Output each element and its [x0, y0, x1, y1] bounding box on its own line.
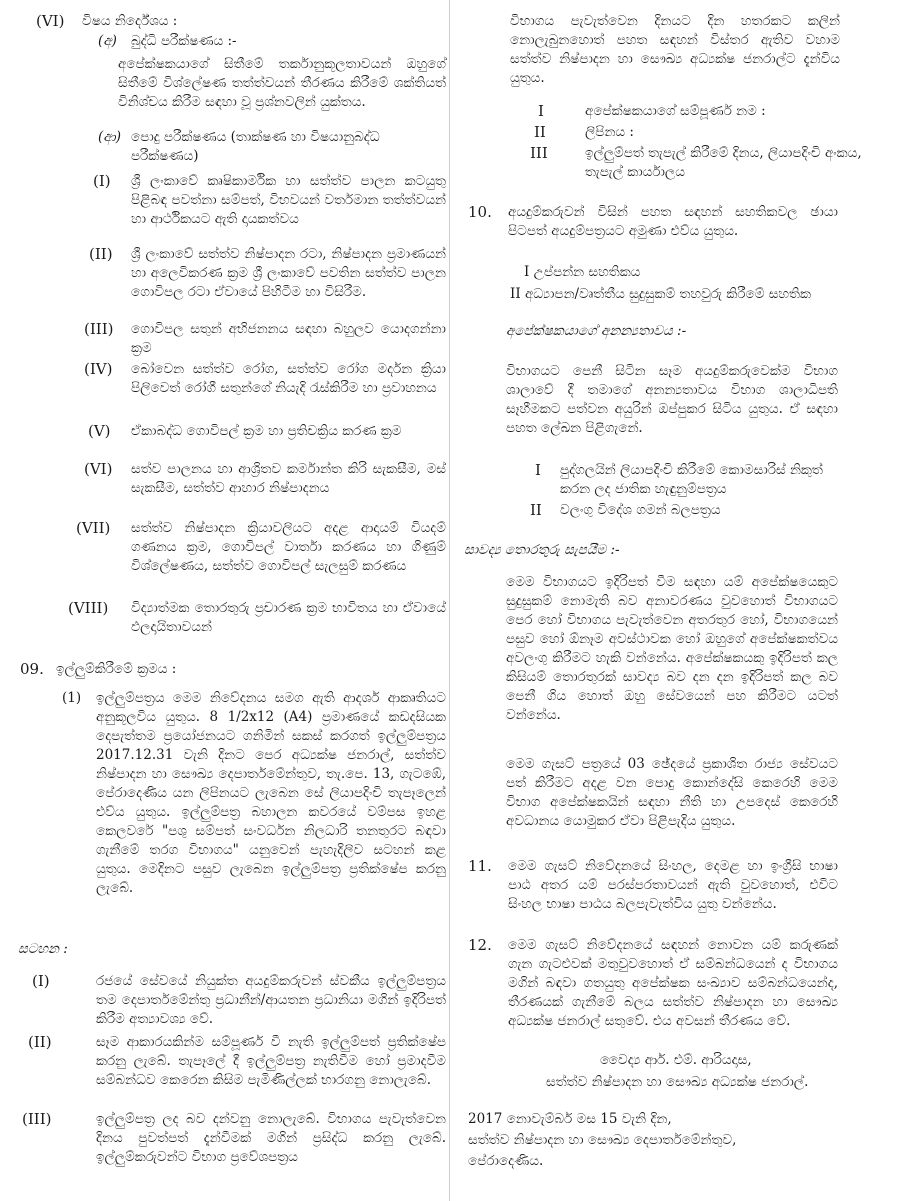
item-num: (II)	[89, 245, 113, 263]
detail-num: III	[530, 144, 548, 162]
id-doc-num: II	[530, 501, 542, 519]
item-text: ශ්‍රී ලංකාවේ සත්ත්ව නිෂ්පාදන රටා, නිෂ්පාදන ප්‍රමාණයන් හා අලෙවිකරණ ක්‍රම ශ්‍රී ලංකාවේ පවතින සත්ත්ව පාලන ගොවිපල රටා ඒවායේ පිහිටීම හා විසිරීම.	[131, 246, 446, 300]
section-09-body: ඉල්ලුම්පත්‍රය මෙම නිවේදනය සමග ඇති ආදර්ශ ආකෘතියට අනුකූලවිය යුතුය. 8 1/2x12 (A4) ප්‍රමාණයේ කඩදසියක දෙපැත්තම ප්‍රයෝජනයට ගනිමින් සකස් කරගත් ඉල්ලුම්පත්‍රය 2017.12.31 වැනි දිනට පෙර අධ්‍යක්ෂ ජනරාල්, සත්ත්ව නිෂ්පාදන හා සෞඛ්‍ය දෙපාර්තමේන්තුව, තැ.පෙ. 13, ගැටඹේ, පේරාදෙණිය යන ලිපිනයට ලැබෙන සේ ලියාපදිංචි තැපෑලෙන් එව්ය යුතුය. ඉල්ලුම්පත්‍ර බහාලන කවරයේ වම්පස ඉහළ කෙලවරේ "පශු සම්පත් සංවර්ධන නිලධාරි තනතුරට බඳවා ගැනීමේ තරග විභාගය" යනුවෙන් පැහැදිලිව සටහන් කළ යුතුය. මෙදිනට පසුව ලැබෙන ඉල්ලුම්පත්‍ර ප්‍රතික්ෂේප කරනු ලැබේ.	[96, 690, 446, 896]
detail-text: අපේක්ෂකයාගේ සම්පූර්ණ නම :	[585, 103, 766, 119]
section-09-number: 09.	[20, 660, 44, 678]
detail-text: ලිපිනය :	[585, 124, 634, 140]
note-num: (III)	[22, 1110, 52, 1128]
signatory-name: වෛද්‍ය ආර්. එම්. ආරියදාස,	[600, 1052, 752, 1068]
detail-num: I	[538, 102, 544, 120]
note-num: (I)	[32, 972, 50, 990]
sub-a-body: අපේක්ෂකයාගේ සිතීමේ තර්කානුකූලතාවයන් ඔහුගේ සිතීමේ විශ්ලේෂණ තත්ත්වයන් තීරණය කිරීමේ ශක්තියත් විනිශ්චය කිරීම සඳහා වූ ප්‍රශ්නවලින් යුක්තය.	[118, 56, 446, 110]
identity-text: විභාගයට පෙනී සිටින සෑම අයදුම්කරුවෙක්ම විභාග ශාලාවේ දී තමාගේ අනන්‍යතාවය විභාග ශාලාධිපති සෑහීමකට පත්වන අයුරින් ඔප්පුකර සිටිය යුතුය. ඒ සඳහා පහත ලේඛන පිළිගැනේ.	[506, 363, 838, 436]
item-num: (VI)	[84, 460, 113, 478]
section-12-text: මෙම ගැසට් නිවේදනයේ සඳහන් නොවන යම් කරුණක් ගැන ගැටළුවක් මතුවුවහොත් ඒ සම්බන්ධයෙන් ද විභාගය මගින් බඳවා ගතයුතු අපේක්ෂක සංඛ්‍යාව සම්බන්ධයෙන්ද, තීරණයක් ගැනීමේ බලය සත්ත්ව නිෂ්පාදන හා සෞඛ්‍ය අධ්‍යක්ෂ ජනරාල් සතුවේ. එය අවසන් තීරණය වේ.	[508, 937, 838, 1029]
section-09-sub-number: (1)	[62, 690, 82, 706]
false-info-text: මෙම විභාගයට ඉදිරිපත් වීම සඳහා යම් අපේක්ෂයෙකුට සුදුසුකම් නොමැති බව අනාවරණය වුවහොත් විභාගයට පෙර හෝ විභාගය පැවැත්වෙන අතරතුර හෝ, විභාගයෙන් පසුව හෝ ඕනෑම අවස්ථාවක හෝ ඔහුගේ අපේක්ෂකත්වය අවලංගු කිරීමට හැකි වන්නේය. අපේක්ෂකයකු ඉදිරිපත් කල කිසියම් තොරතුරක් සාවද්‍ය බව දන දන ඉදිරිපත් කල බව පෙනී ගිය හොත් ඔහු සේවයෙන් පහ කිරීමට යටත් වන්නේය.	[506, 574, 838, 723]
note-title: සටහන :	[18, 941, 68, 957]
item-text: බෝවෙන සත්ත්ව රෝග, සත්ත්ව රෝග මර්දන ක්‍රියා පිලිවෙත් රෝගී සතුන්ගේ නියැදි රැස්කිරීම හා ප්‍රවාහනය	[131, 361, 446, 396]
signatory-title: සත්ත්ව නිෂ්පාදන හා සෞඛ්‍ය අධ්‍යක්ෂ ජනරාල්.	[546, 1074, 809, 1090]
section-12-number: 12.	[468, 936, 492, 954]
note-text: ඉල්ලුම්පත්‍ර ලද බව දන්වනු නොලැබේ. විභාගය පැවැත්වෙන දිනය පුවත්පත් දැන්වීමක් මගින් ප්‍රසිද්ධ කරනු ලැබේ. ඉල්ලුම්කරුවන්ට විභාග ප්‍රවේශපත්‍රය	[96, 1111, 446, 1165]
item-num: (VII)	[76, 519, 111, 537]
department-line: සත්ත්ව නිෂ්පාදන හා සෞඛ්‍ය දෙපාර්තමේන්තුව,	[468, 1132, 737, 1148]
item-text: ඒකාබද්ධ ගොවිපල් ක්‍රම හා ප්‍රතිචක්‍රිය කරණ ක්‍රම	[131, 423, 402, 439]
location-line: පේරාදෙණිය.	[468, 1153, 544, 1169]
id-doc-text: පුද්ගලයින් ලියාපදිංචි කිරීමේ කොමසාරිස් නිකුත් කරන ලද ජාතික හැඳුනුම්පත්‍රය	[560, 462, 823, 497]
sub-aa-title: පොදු පරීක්ෂණය (තාක්ෂණ හා විෂයානුබද්ධ පරීක්ෂණය)	[131, 129, 380, 164]
section-vi-marker: (VI)	[36, 12, 65, 30]
item-num: (III)	[84, 320, 114, 338]
section-11-text: මෙම ගැසට් නිවේදනයේ සිංහල, දෙමළ හා ඉංග්‍රීසි භාෂා පාඨ අතර යම් පරස්පරතාවයන් ඇති වුවහොත්, එවිට සිංහල භාෂා පාඨය බලපැවැත්විය යුතු වන්නේය.	[508, 858, 838, 912]
id-doc-text: වලංගු විදේශ ගමන් බලපත්‍රය	[560, 502, 721, 518]
item-text: විද්‍යාත්මක තොරතුරු ප්‍රචාරණ ක්‍රම භාවිතය හා ඒවායේ ඵලදායිතාවයන්	[131, 600, 446, 635]
section-10-text: අයදුම්කරුවන් විසින් පහත සඳහන් සහතිකවල ඡායා පිටපත් අයදුම්පත්‍රයට අමුණා එව්ය යුතුය.	[508, 204, 838, 239]
right-column	[450, 0, 900, 1201]
item-num: (V)	[88, 422, 111, 440]
false-info-title: සාවද්‍ය තොරතුරු සැපයීම :-	[464, 542, 620, 558]
section-vi-title: විෂය නිර්දේශය :	[82, 13, 178, 29]
item-text: සත්ත්ව නිෂ්පාදන ක්‍රියාවලියට අදළ ආදායම් වියදම් ගණනය ක්‍රම, ගොවිපල් වාර්තා කරණය හා ගිණුම් විශ්ලේෂණය, සත්ත්ව ගොවිපල් සැලසුම් කරණය	[131, 520, 446, 574]
detail-text: ඉල්ලුම්පත් තැපැල් කිරීමේ දිනය, ලියාපදිංචි අංකය, තැපැල් කාර්යාලය	[585, 145, 862, 180]
date-line: 2017 නොවැම්බර් මස 15 වැනි දින,	[468, 1111, 672, 1127]
item-num: (I)	[93, 172, 111, 190]
item-text: සත්ව පාලනය හා ආශ්‍රිතව කර්මාන්ත කිරි සැකසීම, මස් සැකසීම, සත්ත්ව ආහාර නිෂ්පාදනය	[131, 461, 446, 496]
detail-num: II	[534, 123, 546, 141]
section-10-number: 10.	[468, 203, 492, 221]
item-num: (VIII)	[68, 599, 109, 617]
item-text: ශ්‍රී ලංකාවේ කෘෂිකාර්මික හා සත්ත්ව පාලන කටයුතු පිළිබඳ පවත්නා සම්පත්, විභවයන් වර්තමාන තත්ත්වයන් හා ආර්ථිකයට ඇති දායකත්වය	[131, 173, 446, 227]
item-text: ගොවිපල සතුන් අභිජනනය සඳහා බහුලව යොදගන්නා ක්‍රම	[131, 321, 446, 356]
item-num: (IV)	[84, 360, 113, 378]
id-doc-num: I	[535, 461, 541, 479]
sub-a-title: බුද්ධි පරීක්ෂණය :-	[131, 33, 237, 49]
note-text: සෑම ආකාරයකින්ම සම්පූර්ණ වී නැති ඉල්ලුම්පත් ප්‍රතික්ෂේප කරනු ලැබේ. තැපෑලේ දී ඉල්ලුම්පත්‍ර නැතිවීම හෝ ප්‍රමාදවීම සම්බන්ධව කෙරෙන කිසිම පැමිණිල්ලක් භාරගනු නොලැබේ.	[96, 1034, 446, 1088]
continuation-text: විභාගය පැවැත්වෙන දිනයට දින හතරකට කලින් නොලැබුනහොත් පහත සඳහන් විස්තර ඇතිව වහාම සත්ත්ව නිෂ්පාදන හා සෞඛ්‍ය අධ්‍යක්ෂ ජනරාල්ට දැන්විය යුතුය.	[510, 13, 840, 86]
identity-title: අපේක්ෂකයාගේ අනන්‍යතාවය :-	[506, 323, 687, 339]
sub-a-marker: (අ)	[98, 33, 117, 49]
note-num: (II)	[28, 1033, 52, 1051]
note-text: රජයේ සේවයේ නියුක්ත අයදුම්කරුවන් ස්වකීය ඉල්ලුම්පත්‍රය තම දෙපාර්තමේන්තු ප්‍රධානීන්/ආයතන ප්‍රධානියා මගින් ඉදිරිපත් කිරීම අත්‍යාවශ්‍ය වේ.	[96, 973, 446, 1027]
cert-item: I උප්පන්න සහතිකය	[524, 264, 641, 280]
section-11-number: 11.	[468, 857, 492, 875]
sub-aa-marker: (ආ)	[98, 129, 121, 145]
cert-item: II අධ්‍යාපන/වෘත්තීය සුදුසුකම් තහවුරු කිරීමේ සහතික	[510, 286, 811, 302]
gazette-note-text: මෙම ගැසට් පත්‍රයේ 03 ඡේදයේ ප්‍රකාශිත රාජ්‍ය සේවයට පත් කිරීමට අදළ වන පොදු කොන්දේසි කෙරෙහි මෙම විභාග අපේක්ෂකයින් සඳහා නීති හා උපදෙස් කෙරෙහි අවධානය යොමුකර ඒවා පිළිපැදිය යුතුය.	[506, 756, 838, 829]
section-09-title: ඉල්ලුම්කිරීමේ ක්‍රමය :	[56, 661, 177, 677]
